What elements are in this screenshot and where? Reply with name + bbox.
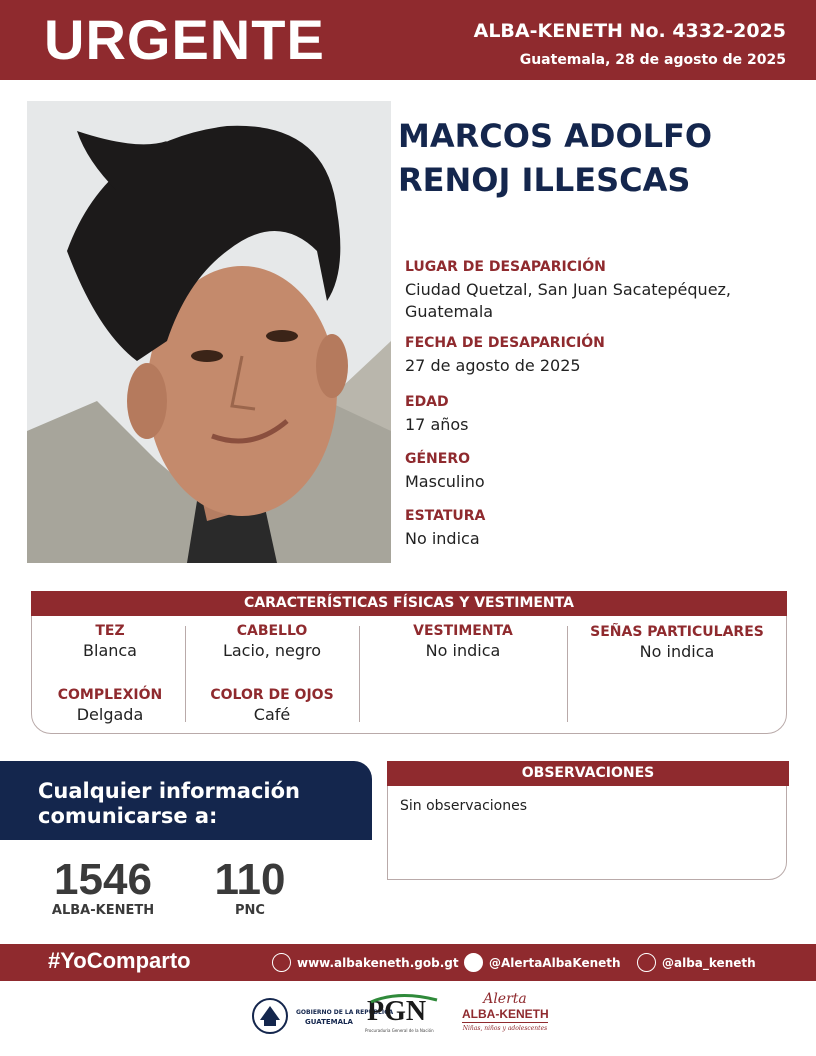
footer-bar xyxy=(0,944,816,981)
gov-line-1: GOBIERNO DE LA REPÚBLICA xyxy=(296,1009,394,1016)
alerta-sub: Niñas, niños y adolescentes xyxy=(462,1025,548,1032)
alerta-top: Alerta xyxy=(483,991,527,1007)
person-name xyxy=(398,114,798,202)
x-text: @alba_keneth xyxy=(662,955,756,970)
pgn-subtitle: Procuraduría General de la Nación xyxy=(365,1028,434,1033)
field-place xyxy=(405,259,731,323)
phone-label: PNC xyxy=(235,903,265,918)
portrait-illustration xyxy=(27,101,391,563)
complexion-label: COMPLEXIÓN xyxy=(57,687,163,703)
complexion-cell xyxy=(40,687,180,724)
facebook-icon xyxy=(464,953,483,972)
observations-text: Sin observaciones xyxy=(400,798,528,814)
eyes-value: Café xyxy=(253,705,291,724)
government-logo xyxy=(250,992,394,1040)
globe-icon xyxy=(272,953,291,972)
hashtag: #YoComparto xyxy=(48,948,191,973)
clothing-cell xyxy=(364,623,562,660)
contact-line-2: comunicarse a: xyxy=(38,804,218,828)
issue-date: Guatemala, 28 de agosto de 2025 xyxy=(519,52,786,68)
age-label: EDAD xyxy=(405,394,449,410)
height-value: No indica xyxy=(405,529,480,548)
column-divider xyxy=(567,626,568,722)
clothing-value: No indica xyxy=(425,641,501,660)
characteristics-heading: CARACTERÍSTICAS FÍSICAS Y VESTIMENTA xyxy=(31,591,787,616)
height-label: ESTATURA xyxy=(405,508,486,524)
gender-value: Masculino xyxy=(405,472,485,491)
observations-heading: OBSERVACIONES xyxy=(387,761,789,786)
column-divider xyxy=(185,626,186,722)
field-date xyxy=(405,335,605,377)
gov-line-2: GUATEMALA xyxy=(305,1018,353,1026)
place-label: LUGAR DE DESAPARICIÓN xyxy=(405,259,606,275)
website-text: www.albakeneth.gob.gt xyxy=(297,955,459,970)
contact-panel xyxy=(0,761,372,840)
field-age xyxy=(405,394,469,436)
marks-label: SEÑAS PARTICULARES xyxy=(590,624,764,640)
phone-pnc[interactable] xyxy=(200,857,300,918)
field-gender xyxy=(405,451,485,493)
place-line-1: Ciudad Quetzal, San Juan Sacatepéquez, xyxy=(405,280,732,299)
contact-text xyxy=(38,779,300,829)
hair-label: CABELLO xyxy=(236,623,308,639)
place-value xyxy=(405,279,731,323)
header-banner xyxy=(0,0,816,80)
contact-line-1: Cualquier información xyxy=(38,779,300,803)
facebook-text: @AlertaAlbaKeneth xyxy=(489,955,621,970)
case-number: ALBA-KENETH No. 4332-2025 xyxy=(473,20,786,42)
phone-label: ALBA-KENETH xyxy=(51,903,155,918)
alerta-logo xyxy=(462,992,548,1042)
pgn-logo xyxy=(365,992,445,1040)
marks-value: No indica xyxy=(639,642,715,661)
gender-label: GÉNERO xyxy=(405,451,471,467)
complexion-value: Delgada xyxy=(76,705,144,724)
field-height xyxy=(405,508,485,550)
name-line-2: RENOJ ILLESCAS xyxy=(398,161,691,199)
date-label: FECHA DE DESAPARICIÓN xyxy=(405,335,605,351)
eyes-label: COLOR DE OJOS xyxy=(210,687,334,703)
place-line-2: Guatemala xyxy=(405,302,494,321)
swoosh-icon xyxy=(369,992,439,1006)
eyes-cell xyxy=(190,687,354,724)
tez-cell xyxy=(40,623,180,660)
x-link[interactable] xyxy=(637,953,756,972)
person-photo xyxy=(27,101,391,563)
coat-of-arms-icon xyxy=(250,996,290,1036)
age-value: 17 años xyxy=(405,415,469,434)
hair-cell xyxy=(190,623,354,660)
marks-cell xyxy=(572,624,782,661)
tez-value: Blanca xyxy=(83,641,137,660)
tez-label: TEZ xyxy=(95,623,125,639)
pgn-text: PGN xyxy=(367,996,427,1027)
phone-number: 110 xyxy=(214,855,286,904)
column-divider xyxy=(359,626,360,722)
urgent-title: URGENTE xyxy=(44,8,325,71)
x-icon xyxy=(637,953,656,972)
alerta-main: ALBA-KENETH xyxy=(462,1007,549,1021)
phone-alba-keneth[interactable] xyxy=(38,857,168,918)
phone-number: 1546 xyxy=(54,855,152,904)
website-link[interactable] xyxy=(272,953,459,972)
hair-value: Lacio, negro xyxy=(222,641,322,660)
name-line-1: MARCOS ADOLFO xyxy=(398,117,713,155)
facebook-link[interactable] xyxy=(464,953,621,972)
date-value: 27 de agosto de 2025 xyxy=(405,356,581,375)
clothing-label: VESTIMENTA xyxy=(413,623,513,639)
